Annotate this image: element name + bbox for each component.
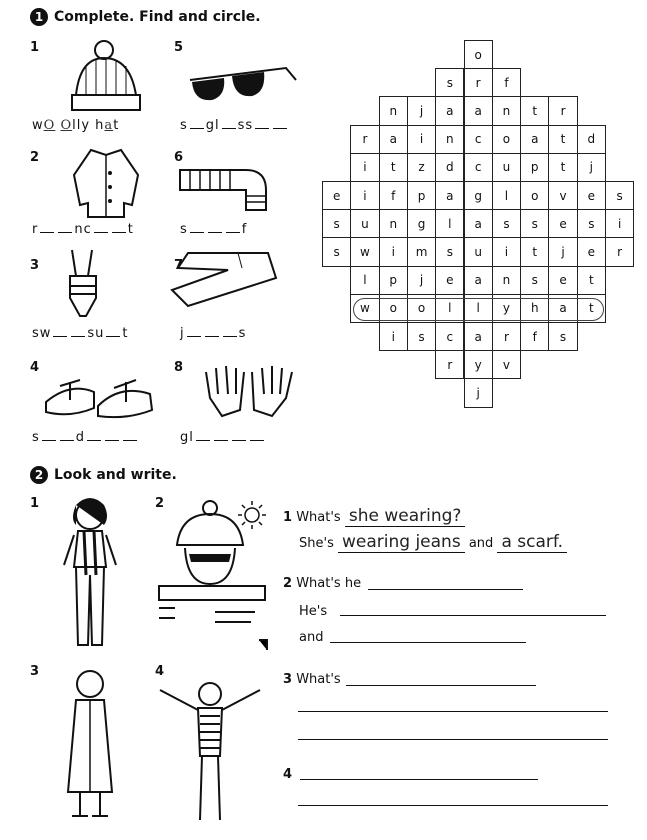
grid-cell[interactable]: s — [407, 322, 436, 351]
item-number-5: 5 — [174, 40, 184, 55]
grid-cell[interactable]: a — [464, 209, 493, 238]
gloves-icon — [200, 358, 300, 420]
grid-cell[interactable]: i — [605, 209, 634, 238]
grid-cell[interactable]: s — [520, 266, 549, 295]
boy-in-swimsuit-icon — [150, 670, 270, 830]
grid-cell[interactable]: l — [435, 294, 464, 323]
word-prompt-6: s f — [180, 222, 248, 237]
grid-cell[interactable]: y — [492, 294, 521, 323]
grid-cell[interactable]: l — [435, 209, 464, 238]
grid-cell[interactable]: c — [464, 125, 493, 154]
grid-cell[interactable]: g — [464, 181, 493, 210]
grid-cell[interactable]: s — [520, 209, 549, 238]
grid-cell[interactable]: i — [379, 237, 408, 266]
grid-cell[interactable]: j — [577, 153, 606, 182]
grid-cell[interactable]: p — [407, 181, 436, 210]
grid-cell[interactable]: p — [520, 153, 549, 182]
grid-cell[interactable]: t — [520, 96, 549, 125]
grid-cell[interactable]: a — [520, 125, 549, 154]
grid-cell[interactable]: g — [407, 209, 436, 238]
grid-cell[interactable]: a — [464, 96, 493, 125]
grid-cell[interactable]: c — [464, 153, 493, 182]
word-prompt-5: s gl ss — [180, 118, 289, 133]
grid-cell[interactable]: o — [407, 294, 436, 323]
grid-cell[interactable]: r — [548, 96, 577, 125]
grid-cell[interactable]: n — [435, 125, 464, 154]
grid-cell[interactable]: n — [379, 96, 408, 125]
girl-with-scarf-icon — [60, 495, 120, 653]
grid-cell[interactable]: n — [492, 96, 521, 125]
word-prompt-7: j s — [180, 326, 247, 341]
grid-cell[interactable]: u — [492, 153, 521, 182]
answer-line-2c[interactable] — [330, 641, 526, 643]
scarf-icon — [176, 160, 276, 220]
answer-line-3b[interactable] — [298, 710, 608, 712]
item-number-8: 8 — [174, 360, 184, 375]
grid-cell[interactable]: s — [322, 209, 351, 238]
word-prompt-2: r nc t — [32, 222, 134, 237]
grid-cell[interactable]: t — [577, 294, 606, 323]
man-in-raincoat-icon — [60, 664, 120, 824]
grid-cell[interactable]: h — [520, 294, 549, 323]
grid-cell[interactable]: e — [548, 266, 577, 295]
grid-cell[interactable]: w — [350, 237, 379, 266]
sun-icon — [232, 497, 272, 531]
grid-cell[interactable]: e — [548, 209, 577, 238]
item-number-7: 7 — [174, 258, 184, 273]
question-2: 2 What's he — [283, 576, 362, 591]
item-number-6: 6 — [174, 150, 184, 165]
grid-cell[interactable]: d — [435, 153, 464, 182]
grid-cell[interactable]: u — [350, 209, 379, 238]
section-1-number: 1 — [30, 8, 48, 26]
grid-cell[interactable]: a — [435, 181, 464, 210]
grid-cell[interactable]: i — [350, 181, 379, 210]
grid-cell[interactable]: i — [379, 322, 408, 351]
grid-cell[interactable]: t — [548, 153, 577, 182]
answer-line-4b[interactable] — [298, 804, 608, 806]
answer-she-wearing: she wearing? — [345, 506, 466, 527]
grid-cell[interactable]: r — [605, 237, 634, 266]
grid-cell[interactable]: f — [492, 68, 521, 97]
grid-cell[interactable]: f — [520, 322, 549, 351]
picture-number-2: 2 — [155, 496, 165, 511]
sunglasses-icon — [186, 62, 301, 112]
grid-cell[interactable]: j — [407, 266, 436, 295]
word-prompt-1: wO Olly hat — [32, 118, 120, 133]
grid-cell[interactable]: f — [379, 181, 408, 210]
answer-line-4a[interactable] — [300, 778, 538, 780]
question-3: 3 What's — [283, 672, 341, 687]
picture-number-3: 3 — [30, 664, 40, 679]
woolly-hat-icon — [66, 40, 156, 115]
question-4: 4 — [283, 767, 293, 782]
item-number-3: 3 — [30, 258, 40, 273]
grid-cell[interactable]: l — [350, 266, 379, 295]
grid-cell[interactable]: r — [464, 68, 493, 97]
grid-cell[interactable]: c — [435, 322, 464, 351]
grid-cell[interactable]: s — [322, 237, 351, 266]
grid-cell[interactable]: a — [464, 266, 493, 295]
item-number-4: 4 — [30, 360, 40, 375]
grid-cell[interactable]: p — [379, 266, 408, 295]
word-prompt-4: s d — [32, 430, 139, 445]
grid-cell[interactable]: e — [435, 266, 464, 295]
grid-cell[interactable]: l — [492, 181, 521, 210]
grid-cell[interactable]: t — [548, 125, 577, 154]
word-prompt-8: gl — [180, 430, 266, 445]
answer-line-3c[interactable] — [298, 738, 608, 740]
item-number-2: 2 — [30, 150, 40, 165]
grid-cell[interactable]: i — [492, 237, 521, 266]
grid-cell[interactable]: d — [577, 125, 606, 154]
grid-cell[interactable]: u — [464, 237, 493, 266]
section-2-title: Look and write. — [54, 467, 177, 483]
grid-cell[interactable]: s — [577, 209, 606, 238]
grid-cell[interactable]: z — [407, 153, 436, 182]
grid-cell[interactable]: e — [577, 181, 606, 210]
grid-cell[interactable]: v — [492, 350, 521, 379]
answer-a-scarf: a scarf. — [497, 532, 567, 553]
grid-cell[interactable]: o — [379, 294, 408, 323]
label-hes: He's — [299, 604, 328, 619]
answer-line-3a[interactable] — [346, 684, 536, 686]
grid-cell[interactable]: a — [548, 294, 577, 323]
grid-cell[interactable]: s — [605, 181, 634, 210]
answer-line-1: She's wearing jeans and a scarf. — [299, 532, 567, 552]
question-1: 1 What's she wearing? — [283, 506, 465, 526]
grid-cell[interactable]: o — [520, 181, 549, 210]
grid-cell[interactable]: s — [548, 322, 577, 351]
grid-cell[interactable]: i — [350, 153, 379, 182]
raincoat-icon — [66, 145, 146, 220]
grid-cell[interactable]: l — [464, 294, 493, 323]
grid-cell[interactable]: v — [548, 181, 577, 210]
item-number-1: 1 — [30, 40, 40, 55]
picture-number-1: 1 — [30, 496, 40, 511]
grid-cell[interactable]: o — [492, 125, 521, 154]
grid-cell[interactable]: j — [407, 96, 436, 125]
grid-cell[interactable]: a — [435, 96, 464, 125]
grid-cell[interactable]: t — [577, 266, 606, 295]
grid-cell[interactable]: m — [407, 237, 436, 266]
grid-cell[interactable]: s — [492, 209, 521, 238]
grid-cell[interactable]: y — [464, 350, 493, 379]
answer-line-2a[interactable] — [368, 588, 523, 590]
grid-cell[interactable]: s — [435, 237, 464, 266]
picture-number-4: 4 — [155, 664, 165, 679]
grid-cell[interactable]: r — [492, 322, 521, 351]
grid-cell[interactable]: r — [435, 350, 464, 379]
grid-cell[interactable]: t — [379, 153, 408, 182]
grid-cell[interactable]: i — [407, 125, 436, 154]
answer-line-2b[interactable] — [340, 614, 606, 616]
section-1-title: Complete. Find and circle. — [54, 9, 261, 25]
grid-cell[interactable]: w — [350, 294, 379, 323]
word-search-grid — [322, 40, 634, 412]
grid-cell[interactable]: j — [464, 378, 493, 407]
grid-cell[interactable]: j — [548, 237, 577, 266]
section-2-number: 2 — [30, 466, 48, 484]
grid-cell[interactable]: r — [350, 125, 379, 154]
grid-cell[interactable]: a — [379, 125, 408, 154]
jeans-icon — [168, 248, 288, 318]
grid-cell[interactable]: s — [435, 68, 464, 97]
grid-cell[interactable]: n — [492, 266, 521, 295]
grid-cell[interactable]: e — [322, 181, 351, 210]
grid-cell[interactable]: n — [379, 209, 408, 238]
word-prompt-3: sw su t — [32, 326, 129, 341]
sandals-icon — [40, 362, 160, 422]
label-and: and — [299, 630, 324, 645]
answer-wearing-jeans: wearing jeans — [338, 532, 465, 553]
swimsuit-icon — [62, 246, 112, 324]
grid-cell[interactable]: o — [464, 40, 493, 69]
grid-cell[interactable]: a — [464, 322, 493, 351]
grid-cell[interactable]: t — [520, 237, 549, 266]
grid-cell[interactable]: e — [577, 237, 606, 266]
